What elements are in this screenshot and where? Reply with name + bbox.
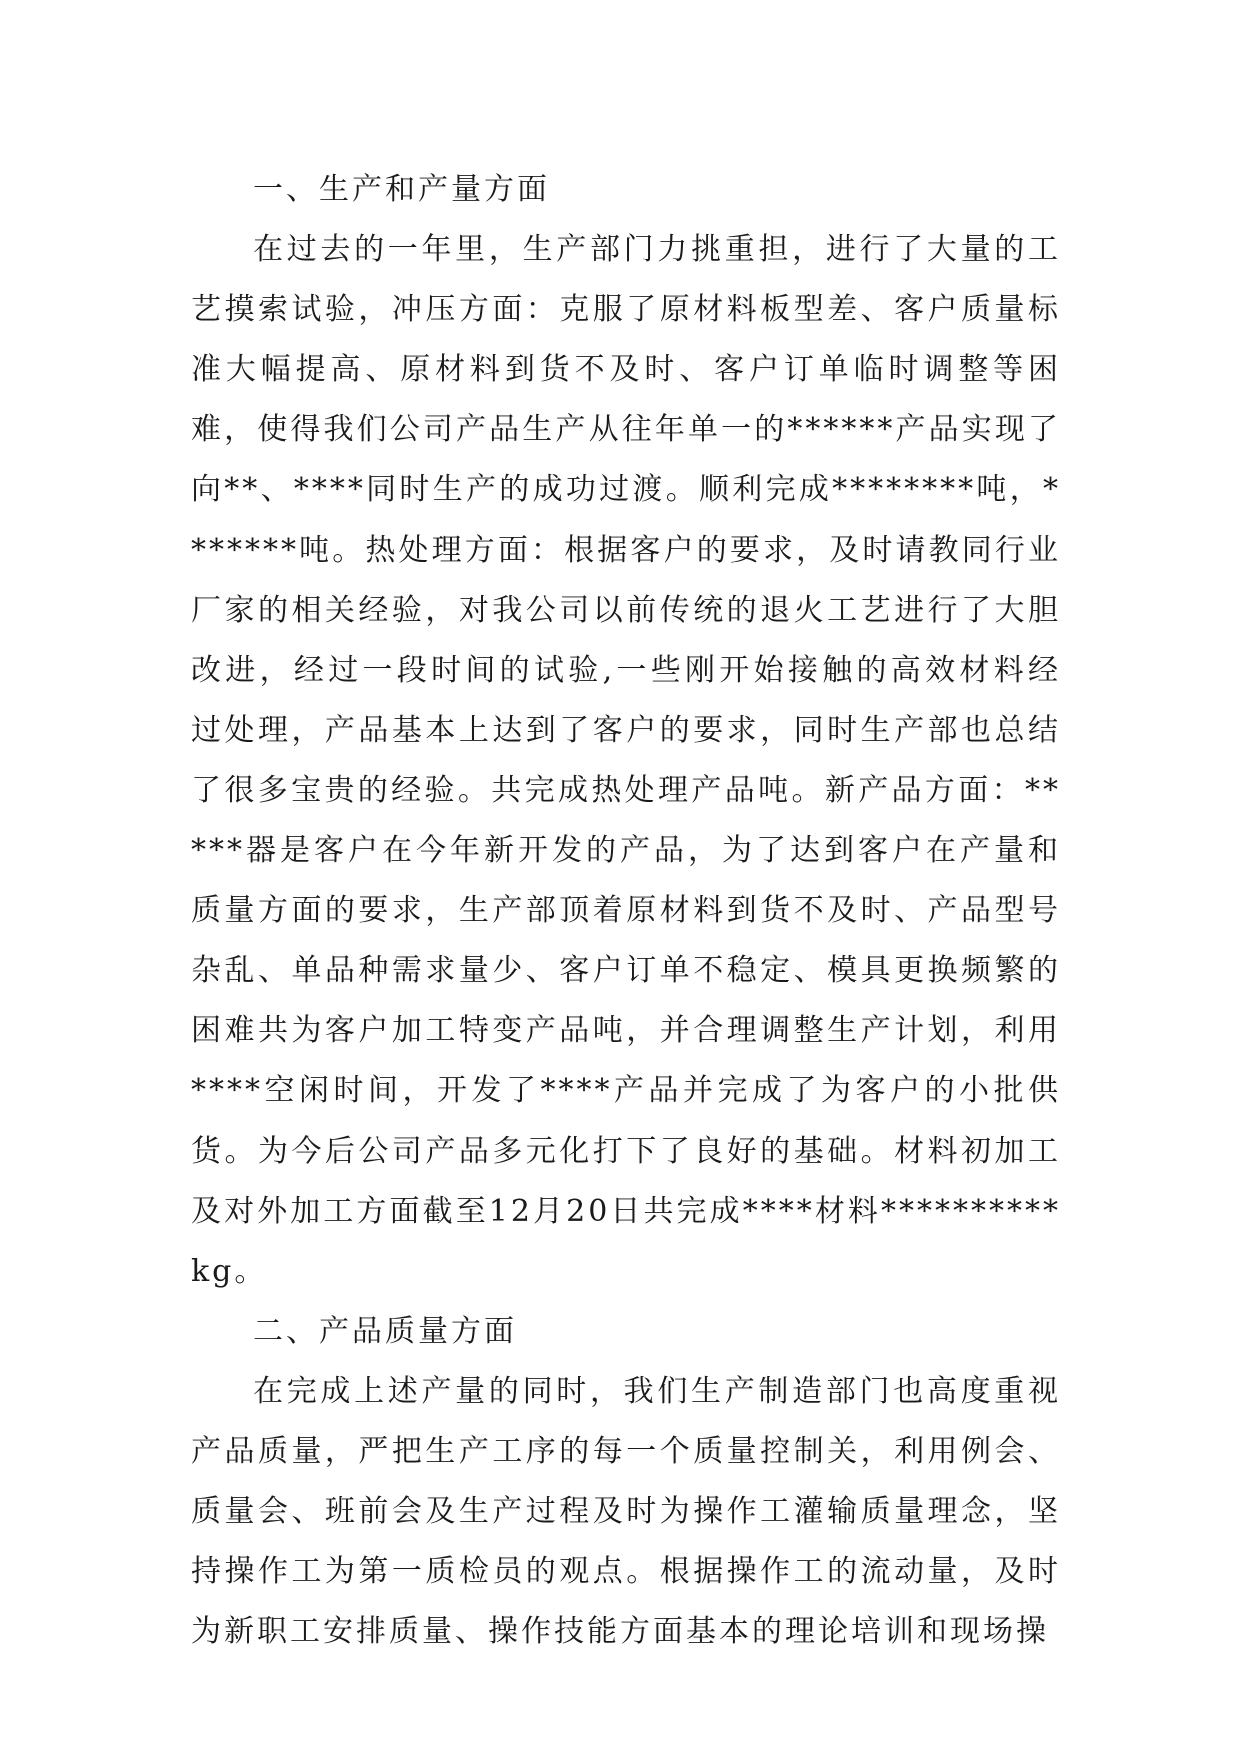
section-heading-quality: 二、产品质量方面 xyxy=(253,1313,517,1349)
section-paragraph-quality: 在完成上述产量的同时，我们生产制造部门也高度重视产品质量，严把生产工序的每一个质量控制关，利用例会、质量会、班前会及生产过程及时为操作工灌输质量理念，坚持操作工为第一质检员的观点。根据操作工的流动量，及时为新职工安排质量、操作技能方面基本的理论培训和现场操 xyxy=(191,1373,1061,1650)
section-heading-production: 一、生产和产量方面 xyxy=(253,172,550,207)
document-body xyxy=(191,160,1061,1662)
section-paragraph-production: 在过去的一年里，生产部门力挑重担，进行了大量的工艺摸索试验，冲压方面：克服了原材料板型差、客户质量标准大幅提高、原材料到货不及时、客户订单临时调整等困难，使得我们公司产品生产从往年单一的******产品实现了向**、****同时生产的成功过渡。顺利完成********吨，*******吨。热处理方面：根据客户的要求，及时请教同行业厂家的相关经验，对我公司以前传统的退火工艺进行了大胆改进，经过一段时间的试验,一些刚开始接触的高效材料经过处理，产品基本上达到了客户的要求，同时生产部也总结了很多宝贵的经验。共完成热处理产品吨。新产品方面：*****器是客户在今年新开发的产品，为了达到客户在产量和质量方面的要求，生产部顶着原材料到货不及时、产品型号杂乱、单品种需求量少、客户订单不稳定、模具更换频繁的困难共为客户加工特变产品吨，并合理调整生产计划，利用****空闲时间，开发了****产品并完成了为客户的小批供货。为今后公司产品多元化打下了良好的基础。材料初加工及对外加工方面截至12月20日共完成****材料**********kg。 xyxy=(191,232,1061,1289)
